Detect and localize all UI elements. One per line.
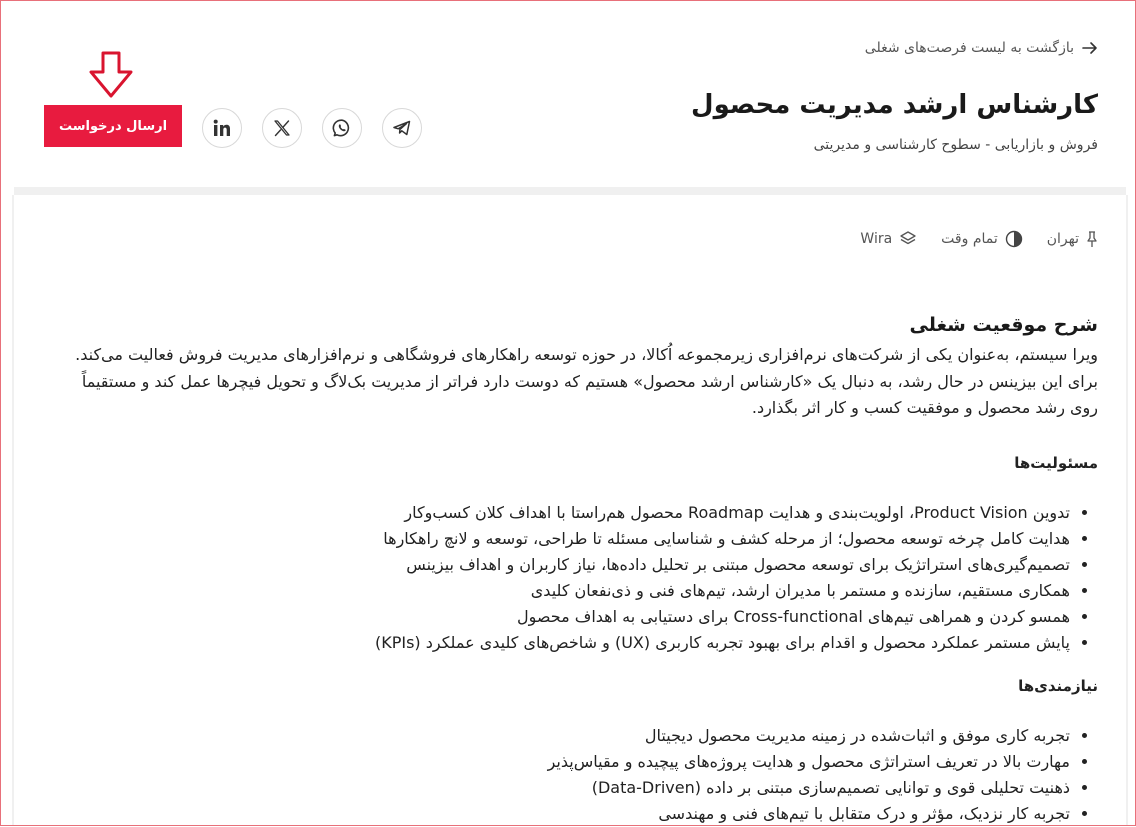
list-item: • تصمیم‌گیری‌های استراتژیک برای توسعه محصول مبتنی بر تحلیل داده‌ها، نیاز کاربران و اهداف بیزینس bbox=[40, 552, 1070, 578]
meta-type-label: تمام وقت bbox=[941, 231, 998, 247]
list-item: • مهارت بالا در تعریف استراتژی محصول و هدایت پروژه‌های پیچیده و مقیاس‌پذیر bbox=[40, 749, 1070, 775]
arrow-right-icon bbox=[1082, 41, 1098, 55]
whatsapp-icon bbox=[332, 118, 352, 138]
meta-location-label: تهران bbox=[1046, 231, 1079, 247]
share-linkedin-button[interactable] bbox=[202, 108, 242, 148]
list-item: • تجربه کار نزدیک، مؤثر و درک متقابل با تیم‌های فنی و مهندسی bbox=[40, 801, 1070, 827]
meta-location bbox=[1047, 230, 1098, 248]
list-item: • همسو کردن و همراهی تیم‌های Cross-functional برای دستیابی به اهداف محصول bbox=[40, 604, 1070, 630]
pin-icon bbox=[1086, 230, 1098, 248]
meta-company bbox=[860, 230, 917, 248]
page-title: کارشناس ارشد مدیریت محصول bbox=[691, 90, 1098, 120]
back-to-jobs-link[interactable] bbox=[865, 40, 1098, 56]
content-border-left bbox=[12, 195, 14, 826]
job-description bbox=[68, 314, 1098, 823]
requirements-list bbox=[40, 723, 1098, 827]
list-item: • پایش مستمر عملکرد محصول و اقدام برای بهبود تجربه کاربری (UX) و شاخص‌های کلیدی عملکرد (KPIs) bbox=[40, 630, 1070, 656]
apply-button[interactable]: ارسال درخواست bbox=[44, 105, 182, 147]
layers-icon bbox=[899, 230, 917, 248]
requirements-heading: نیازمندی‌ها bbox=[1018, 677, 1098, 695]
share-whatsapp-button[interactable] bbox=[322, 108, 362, 148]
list-item: • تدوین Product Vision، اولویت‌بندی و هدایت Roadmap محصول هم‌راستا با اهداف کلان کسب‌وکار bbox=[40, 500, 1070, 526]
responsibilities-heading: مسئولیت‌ها bbox=[1014, 454, 1098, 472]
description-intro: ویرا سیستم، به‌عنوان یکی از شرکت‌های نرم‌افزاری زیرمجموعه اُکالا، در حوزه توسعه راهکارهای فروشگاهی و نرم‌افزارهای مدیریت فروش فعالیت می‌کند. برای این بیزینس در حال رشد، به دنبال یک «کارشناس ارشد محصول» هستیم که دوست دارد فراتر از مدیریت بک‌لاگ و تحویل فیچرها عمل کند و مستقیماً روی رشد محصول و موفقیت کسب و کار اثر بگذارد. bbox=[75, 345, 1098, 417]
list-item: • هدایت کامل چرخه توسعه محصول؛ از مرحله کشف و شناسایی مسئله تا طراحی، توسعه و لانچ راهکارها bbox=[40, 526, 1070, 552]
meta-type bbox=[941, 230, 1023, 248]
telegram-icon bbox=[392, 118, 412, 138]
share-telegram-button[interactable] bbox=[382, 108, 422, 148]
down-arrow-annotation-icon bbox=[86, 50, 136, 100]
back-link-label: بازگشت به لیست فرصت‌های شغلی bbox=[864, 40, 1074, 56]
meta-company-label: Wira bbox=[860, 231, 893, 247]
clock-half-icon bbox=[1005, 230, 1023, 248]
description-heading: شرح موقعیت شغلی bbox=[909, 314, 1098, 336]
list-item: • ذهنیت تحلیلی قوی و توانایی تصمیم‌سازی مبتنی بر داده (Data-Driven) bbox=[40, 775, 1070, 801]
content-border-right bbox=[1126, 195, 1128, 826]
job-category: فروش و بازاریابی - سطوح کارشناسی و مدیریتی bbox=[813, 137, 1098, 153]
share-x-button[interactable] bbox=[262, 108, 302, 148]
x-icon bbox=[273, 119, 291, 137]
job-meta bbox=[860, 230, 1098, 248]
header-divider bbox=[14, 187, 1126, 195]
list-item: • همکاری مستقیم، سازنده و مستمر با مدیران ارشد، تیم‌های فنی و ذی‌نفعان کلیدی bbox=[40, 578, 1070, 604]
linkedin-icon bbox=[212, 118, 232, 138]
responsibilities-list bbox=[40, 500, 1098, 656]
list-item: • تجربه کاری موفق و اثبات‌شده در زمینه مدیریت محصول دیجیتال bbox=[40, 723, 1070, 749]
